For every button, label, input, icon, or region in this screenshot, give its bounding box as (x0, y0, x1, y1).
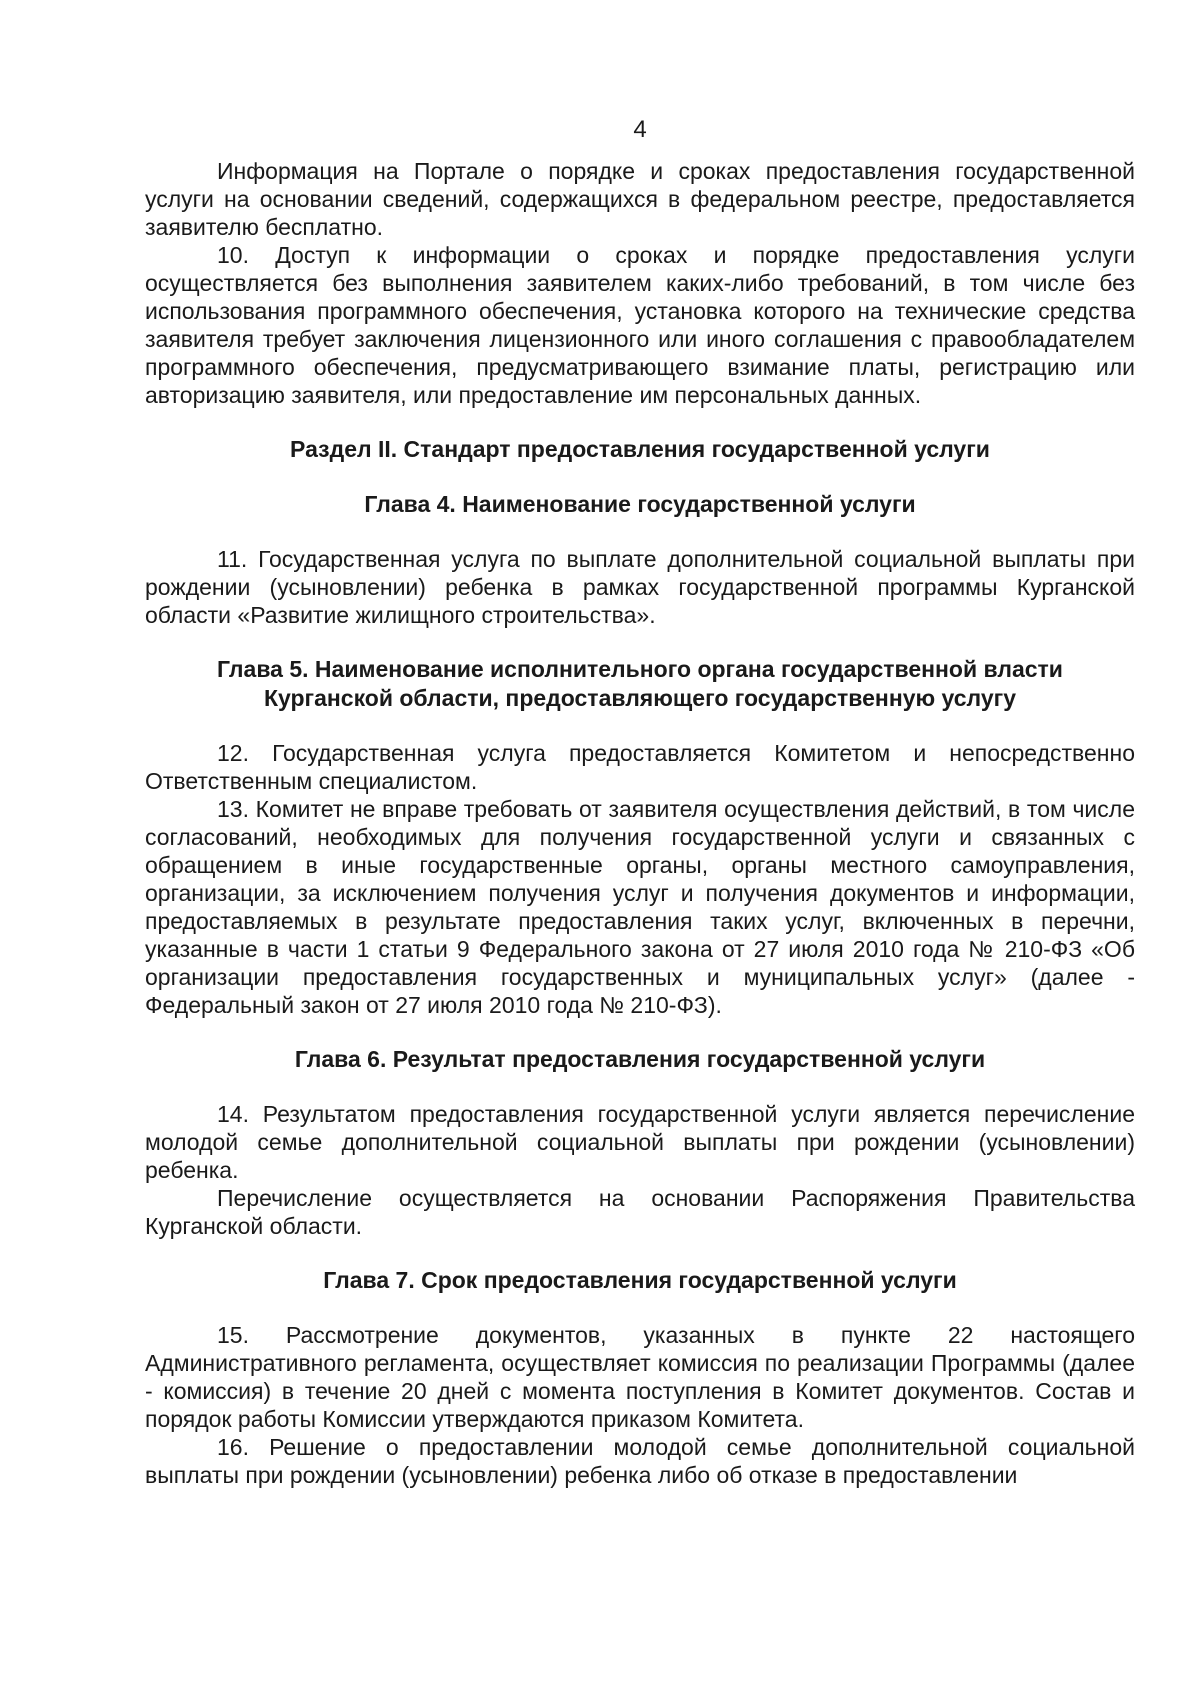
paragraph-11: 11. Государственная услуга по выплате дополнительной социальной выплаты при рождении (усыновлении) ребенка в рамках государственной программы Курганской области «Развитие жилищного строительства». (145, 546, 1135, 628)
paragraph-14: 14. Результатом предоставления государственной услуги является перечисление молодой семье дополнительной социальной выплаты при рождении (усыновлении) ребенка. (145, 1101, 1135, 1183)
chapter-heading-6: Глава 6. Результат предоставления государственной услуги (294, 1046, 986, 1072)
document-page (145, 115, 1135, 1489)
chapter-heading-5-line-2: Курганской области, предоставляющего государственную услугу (263, 685, 1017, 711)
paragraph-16: 16. Решение о предоставлении молодой семье дополнительной социальной выплаты при рождении (усыновлении) ребенка либо об отказе в предоставлении (145, 1434, 1135, 1488)
section-heading-2: Раздел II. Стандарт предоставления государственной услуги (290, 436, 990, 462)
chapter-heading-4: Глава 4. Наименование государственной услуги (364, 491, 916, 517)
page-number: 4 (633, 116, 647, 143)
paragraph-13: 13. Комитет не вправе требовать от заявителя осуществления действий, в том числе согласований, необходимых для получения государственной услуги и связанных с обращением в иные государственные органы, органы местного самоуправления, организации, за исключением получения услуг и получения документов и информации, предоставляемых в результате предоставления таких услуг, включенных в перечни, указанные в части 1 статьи 9 Федерального закона от 27 июля 2010 года № 210-ФЗ «Об организации предоставления государственных и муниципальных услуг» (далее - Федеральный закон от 27 июля 2010 года № 210-ФЗ). (145, 796, 1135, 1018)
paragraph-portal-info: Информация на Портале о порядке и сроках предоставления государственной услуги на основании сведений, содержащихся в федеральном реестре, предоставляется заявителю бесплатно. (145, 158, 1135, 240)
paragraph-15: 15. Рассмотрение документов, указанных в пункте 22 настоящего Административного регламента, осуществляет комиссия по реализации Программы (далее - комиссия) в течение 20 дней с момента поступления в Комитет документов. Состав и порядок работы Комиссии утверждаются приказом Комитета. (145, 1322, 1135, 1432)
paragraph-12: 12. Государственная услуга предоставляется Комитетом и непосредственно Ответственным специалистом. (145, 740, 1135, 794)
paragraph-14-transfer: Перечисление осуществляется на основании Распоряжения Правительства Курганской области. (145, 1185, 1135, 1239)
chapter-heading-7: Глава 7. Срок предоставления государственной услуги (323, 1267, 957, 1293)
paragraph-10: 10. Доступ к информации о сроках и порядке предоставления услуги осуществляется без выполнения заявителем каких-либо требований, в том числе без использования программного обеспечения, установка которого на технические средства заявителя требует заключения лицензионного или иного соглашения с правообладателем программного обеспечения, предусматривающего взимание платы, регистрацию или авторизацию заявителя, или предоставление им персональных данных. (145, 242, 1135, 408)
chapter-heading-5 (145, 655, 1135, 713)
chapter-heading-5-line-1: Глава 5. Наименование исполнительного органа государственной власти (217, 656, 1063, 682)
